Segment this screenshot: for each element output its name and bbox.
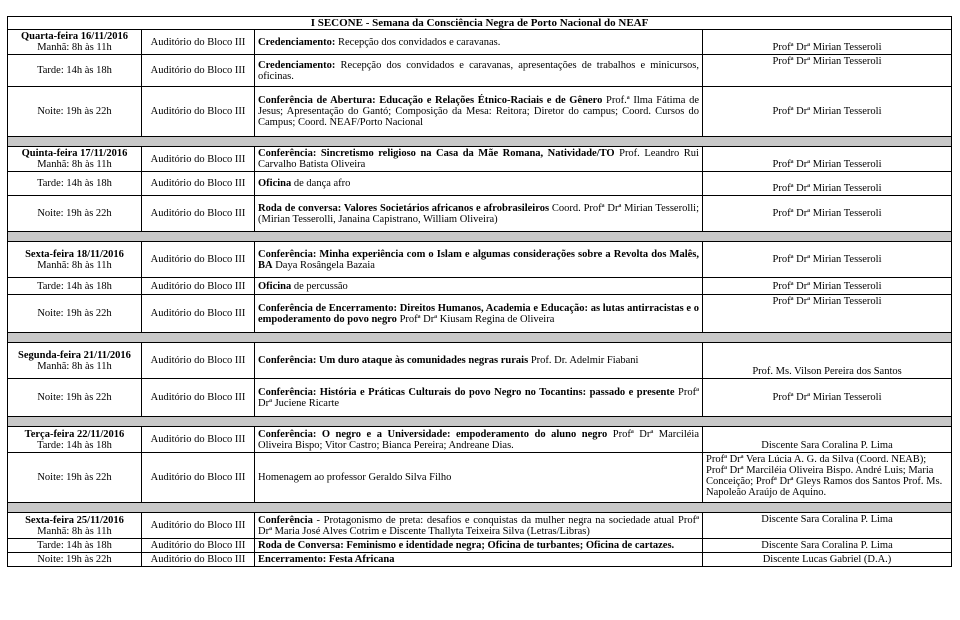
- activity-title: Conferência de Abertura: Educação e Relações Étnico-Raciais e de Gênero: [258, 95, 603, 106]
- coordinator-cell: Discente Sara Coralina P. Lima: [703, 427, 952, 453]
- title-row: [8, 17, 952, 30]
- day-separator: [8, 503, 952, 513]
- activity-cell: [255, 553, 703, 567]
- schedule-table: [7, 16, 952, 567]
- session-time: Tarde: 14h às 18h: [8, 278, 142, 295]
- activity-title: Oficina: [258, 178, 292, 189]
- venue-cell: Auditório do Bloco III: [142, 539, 255, 553]
- activity-title: Conferência: Minha experiência com o Islam e algumas considerações sobre a Revolta dos Malês, BA: [258, 248, 699, 271]
- day-separator: [8, 333, 952, 343]
- date-time-cell: [8, 513, 142, 539]
- activity-title: Roda de Conversa: Feminismo e identidade negra; Oficina de turbantes; Oficina de cartazes.: [258, 540, 675, 551]
- session-time: Manhã: 8h às 11h: [37, 159, 112, 170]
- activity-detail: - Protagonismo de preta: desafios e conquistas da mulher negra na sociedade atual Profª Drª Maria José Alves Cotrim e Discente Thallyta Teixeira Silva (Letras/Libras): [258, 514, 699, 537]
- day-date: Quinta-feira 17/11/2016: [21, 148, 128, 159]
- session-time: Tarde: 14h às 18h: [8, 539, 142, 553]
- activity-title: Conferência: Sincretismo religioso na Casa da Mãe Romana, Natividade/TO: [258, 148, 615, 159]
- table-row: [8, 553, 952, 567]
- table-row: [8, 379, 952, 417]
- table-row: [8, 87, 952, 137]
- activity-cell: [255, 196, 703, 232]
- table-row: [8, 343, 952, 379]
- activity-detail: Profª Drª Juciene Ricarte: [258, 386, 699, 409]
- day-separator: [8, 417, 952, 427]
- activity-detail: Coord. Profª Drª Mirian Tesserolli; (Mirian Tesserolli, Janaina Capistrano, William Oliveira): [258, 202, 699, 225]
- session-time: Tarde: 14h às 18h: [8, 55, 142, 87]
- activity-title: Conferência de Encerramento: Direitos Humanos, Academia e Educação: as lutas antirracistas e o empoderamento do povo negro: [258, 302, 699, 325]
- session-time: Noite: 19h às 22h: [8, 453, 142, 503]
- activity-detail: de percussão: [291, 280, 348, 292]
- activity-cell: [255, 147, 703, 172]
- activity-cell: [255, 343, 703, 379]
- activity-cell: [255, 242, 703, 278]
- coordinator-cell: Discente Lucas Gabriel (D.A.): [703, 553, 952, 567]
- table-row: [8, 30, 952, 55]
- activity-detail: Recepção dos convidados e caravanas.: [335, 36, 501, 48]
- activity-cell: [255, 379, 703, 417]
- table-row: [8, 172, 952, 196]
- session-time: Noite: 19h às 22h: [8, 553, 142, 567]
- coordinator-cell: Discente Sara Coralina P. Lima: [703, 513, 952, 539]
- coordinator-cell: Profª Drª Mirian Tesseroli: [703, 278, 952, 295]
- activity-title: Roda de conversa: Valores Societários africanos e afrobrasileiros: [258, 202, 550, 214]
- activity-cell: [255, 295, 703, 333]
- day-date: Quarta-feira 16/11/2016: [20, 31, 129, 42]
- table-row: [8, 453, 952, 503]
- table-row: [8, 539, 952, 553]
- session-time: Noite: 19h às 22h: [8, 295, 142, 333]
- venue-cell: Auditório do Bloco III: [142, 30, 255, 55]
- activity-detail: Profª Drª Marciléia Oliveira Bispo; Vitor Castro; Bianca Pereira; Andreane Dias.: [258, 428, 699, 451]
- venue-cell: Auditório do Bloco III: [142, 278, 255, 295]
- date-time-cell: [8, 427, 142, 453]
- coordinator-cell: Profª Drª Mirian Tesseroli: [703, 30, 952, 55]
- venue-cell: Auditório do Bloco III: [142, 513, 255, 539]
- session-time: Noite: 19h às 22h: [8, 379, 142, 417]
- coordinator-cell: Prof. Ms. Vilson Pereira dos Santos: [703, 343, 952, 379]
- coordinator-cell: Profª Drª Mirian Tesseroli: [703, 172, 952, 196]
- day-separator: [8, 137, 952, 147]
- table-row: [8, 513, 952, 539]
- coordinator-cell: Profª Drª Mirian Tesseroli: [703, 87, 952, 137]
- coordinator-cell: Profª Drª Mirian Tesseroli: [703, 295, 952, 333]
- session-time: Manhã: 8h às 11h: [37, 360, 112, 372]
- session-time: Tarde: 14h às 18h: [8, 172, 142, 196]
- activity-cell: [255, 172, 703, 196]
- activity-title: Conferência: O negro e a Universidade: empoderamento do aluno negro: [258, 428, 608, 440]
- venue-cell: Auditório do Bloco III: [142, 87, 255, 137]
- session-time: Manhã: 8h às 11h: [37, 259, 112, 271]
- schedule-title: I SECONE - Semana da Consciência Negra de Porto Nacional do NEAF: [8, 17, 952, 30]
- table-row: [8, 55, 952, 87]
- table-row: [8, 242, 952, 278]
- date-time-cell: [8, 147, 142, 172]
- activity-title: Credenciamento:: [258, 36, 336, 48]
- activity-cell: [255, 278, 703, 295]
- coordinator-cell: Profª Drª Mirian Tesseroli: [703, 147, 952, 172]
- activity-cell: [255, 87, 703, 137]
- activity-title: Conferência: Um duro ataque às comunidades negras rurais: [258, 355, 529, 366]
- activity-title: Oficina: [258, 280, 292, 292]
- session-time: Noite: 19h às 22h: [8, 87, 142, 137]
- day-separator: [8, 232, 952, 242]
- table-row: [8, 427, 952, 453]
- coordinator-cell: Profª Drª Mirian Tesseroli: [703, 55, 952, 87]
- coordinator-cell: Profª Drª Vera Lúcia A. G. da Silva (Coord. NEAB); Profª Drª Marciléia Oliveira Bispo. André Luis; Maria Conceição; Profª Drª Gleys Ramos dos Santos Prof. Ms. Napoleão Araújo de Aquino.: [703, 453, 952, 503]
- coordinator-cell: Profª Drª Mirian Tesseroli: [703, 242, 952, 278]
- venue-cell: Auditório do Bloco III: [142, 453, 255, 503]
- session-time: Tarde: 14h às 18h: [37, 439, 112, 451]
- session-time: Manhã: 8h às 11h: [37, 525, 112, 537]
- table-row: [8, 147, 952, 172]
- activity-detail: de dança afro: [291, 178, 351, 189]
- day-date: Terça-feira 22/11/2016: [24, 428, 125, 440]
- table-row: [8, 295, 952, 333]
- activity-cell: [255, 30, 703, 55]
- activity-detail: Prof. Leandro Rui Carvalho Batista Oliveira: [258, 148, 699, 170]
- venue-cell: Auditório do Bloco III: [142, 553, 255, 567]
- day-date: Sexta-feira 25/11/2016: [25, 514, 124, 526]
- activity-cell: [255, 55, 703, 87]
- table-row: [8, 196, 952, 232]
- activity-detail: Homenagem ao professor Geraldo Silva Filho: [258, 472, 452, 483]
- venue-cell: Auditório do Bloco III: [142, 379, 255, 417]
- venue-cell: Auditório do Bloco III: [142, 55, 255, 87]
- activity-detail: Prof. Dr. Adelmir Fiabani: [528, 355, 639, 366]
- activity-title: Conferência: [258, 514, 313, 526]
- day-date: Segunda-feira 21/11/2016: [18, 349, 131, 361]
- date-time-cell: [8, 242, 142, 278]
- activity-cell: [255, 513, 703, 539]
- activity-detail: Recepção dos convidados e caravanas, apresentações de trabalhos e minicursos, oficinas.: [258, 59, 699, 82]
- date-time-cell: [8, 30, 142, 55]
- coordinator-cell: Discente Sara Coralina P. Lima: [703, 539, 952, 553]
- activity-title: Conferência: História e Práticas Culturais do povo Negro no Tocantins: passado e presente: [258, 386, 675, 398]
- table-row: [8, 278, 952, 295]
- coordinator-cell: Profª Drª Mirian Tesseroli: [703, 379, 952, 417]
- venue-cell: Auditório do Bloco III: [142, 196, 255, 232]
- coordinator-cell: Profª Drª Mirian Tesseroli: [703, 196, 952, 232]
- activity-title: Credenciamento:: [258, 59, 336, 71]
- session-time: Manhã: 8h às 11h: [37, 42, 112, 53]
- venue-cell: Auditório do Bloco III: [142, 343, 255, 379]
- venue-cell: Auditório do Bloco III: [142, 295, 255, 333]
- session-time: Noite: 19h às 22h: [8, 196, 142, 232]
- venue-cell: Auditório do Bloco III: [142, 427, 255, 453]
- venue-cell: Auditório do Bloco III: [142, 147, 255, 172]
- date-time-cell: [8, 343, 142, 379]
- venue-cell: Auditório do Bloco III: [142, 172, 255, 196]
- activity-detail: Profª Drª Kiusam Regina de Oliveira: [396, 313, 555, 325]
- activity-cell: [255, 539, 703, 553]
- day-date: Sexta-feira 18/11/2016: [25, 248, 124, 260]
- venue-cell: Auditório do Bloco III: [142, 242, 255, 278]
- activity-detail: Prof.ª Ilma Fátima de Jesus; Apresentação do Gantó; Composição da Mesa: Reitora; Diretor do campus; Coord. Cursos do Campus; Coord. NEAF/Porto Nacional: [258, 95, 699, 128]
- activity-title: Encerramento: Festa Africana: [258, 554, 395, 565]
- activity-cell: [255, 427, 703, 453]
- activity-cell: [255, 453, 703, 503]
- activity-detail: Daya Rosângela Bazaia: [272, 259, 375, 271]
